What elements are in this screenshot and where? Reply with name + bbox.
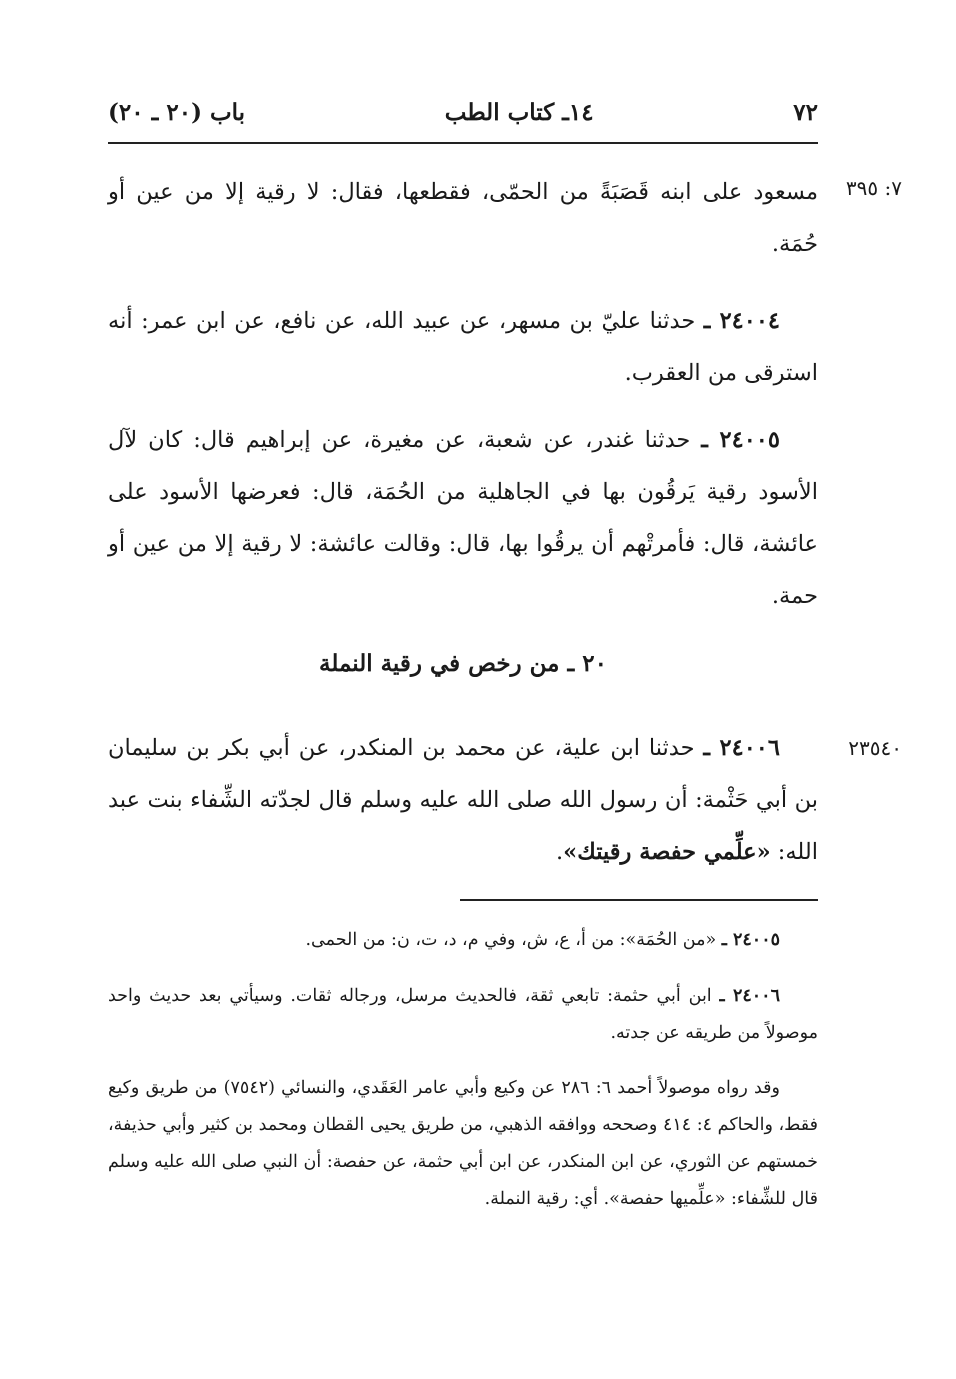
hadith-continuation xyxy=(108,166,818,270)
footnote-text: وقد رواه موصولاً أحمد ٦: ٢٨٦ عن وكيع وأبي عامر العَقَدي، والنسائي (٧٥٤٢) من طريق وكيع فقط، والحاكم ٤: ٤١٤ وصححه ووافقه الذهبي، من طريق يحيى القطان ومحمد بن كثير وأبي حذيفة، خمستهم عن الثوري، عن ابن المنكدر، عن ابن أبي حثمة، عن حفصة: أن النبي صلى الله عليه وسلم قال للشِّفاء: «علِّميها حفصة». أي: رقية النملة. xyxy=(108,1078,818,1209)
footnote-24005 xyxy=(108,922,818,959)
page-number: ٧٢ xyxy=(793,98,818,126)
paragraph-text: حدثنا عليّ بن مسهر، عن عبيد الله، عن نافع، عن ابن عمر: أنه استرقى من العقرب. xyxy=(108,308,818,386)
footnote-number: ٢٤٠٠٥ ـ xyxy=(721,930,780,950)
footnote-24006-continued xyxy=(108,1070,818,1218)
chapter-heading: ٢٠ ـ من رخص في رقية النملة xyxy=(319,650,607,677)
hadith-number: ٢٤٠٠٥ ـ xyxy=(701,427,780,453)
header-divider xyxy=(108,142,818,144)
hadith-24004 xyxy=(108,295,818,399)
paragraph-text: حدثنا غندر، عن شعبة، عن مغيرة، عن إبراهيم قال: كان لآل الأسود رقية يَرقُون بها في الجاهلية من الحُمَة، قال: فعرضها الأسود على عائشة، قال: فأمرتْهم أن يرقُوا بها، قال: وقالت عائشة: لا رقية إلا من عين أو حمة. xyxy=(108,427,818,609)
book-title: ١٤ـ كتاب الطب xyxy=(444,98,594,126)
chapter-range: باب (٢٠ ـ ٢٠) xyxy=(108,98,246,126)
prophet-quote: «علِّمي حفصة رقيتك» xyxy=(563,839,771,865)
hadith-24005 xyxy=(108,414,818,622)
footnote-text: ابن أبي حثمة: تابعي ثقة، فالحديث مرسل، ورجاله ثقات. وسيأتي بعد حديث واحد موصولاً من طريقه عن جدته. xyxy=(108,986,818,1043)
hadith-number: ٢٤٠٠٤ ـ xyxy=(703,308,780,334)
footnote-24006 xyxy=(108,978,818,1052)
footnote-text: «من الحُمَة»: من أ، ع، ش، وفي م، د، ت، ن: من الحمى. xyxy=(305,930,722,950)
footnote-divider xyxy=(460,899,818,901)
hadith-number: ٢٤٠٠٦ ـ xyxy=(703,735,780,761)
margin-reference: ٧: ٣٩٥ xyxy=(845,176,902,200)
hadith-24006 xyxy=(108,722,818,878)
paragraph-text: مسعود على ابنه قَصَبَةً من الحمّى، فقطعها، فقال: لا رقية إلا من عين أو حُمَة. xyxy=(108,179,818,257)
running-header xyxy=(108,92,818,132)
footnote-number: ٢٤٠٠٦ ـ xyxy=(719,986,780,1006)
paragraph-text: حدثنا ابن علية، عن محمد بن المنكدر، عن أبي بكر بن سليمان بن أبي حَثْمة: أن رسول الله صلى الله عليه وسلم قال لجدّته الشِّفاء بنت عبد الله: xyxy=(108,735,818,865)
paragraph-end: . xyxy=(556,839,564,865)
margin-reference: ٢٣٥٤٠ xyxy=(848,736,902,760)
